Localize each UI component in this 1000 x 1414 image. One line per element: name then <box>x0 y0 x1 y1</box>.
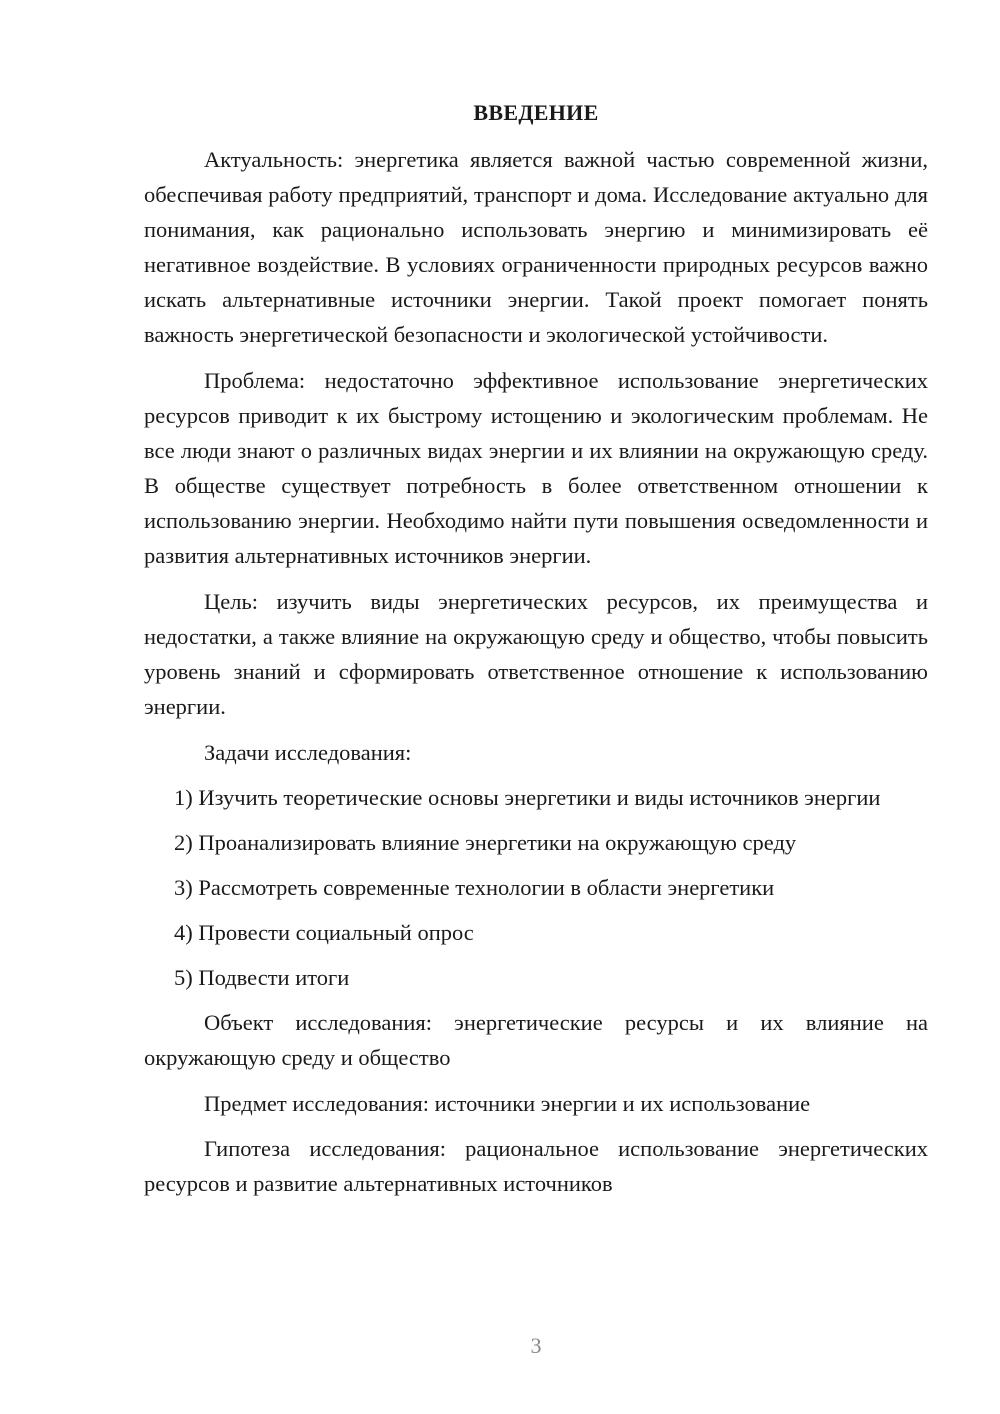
object-paragraph: Объект исследования: энергетические ресурсы и их влияние на окружающую среду и общество <box>144 1010 928 1070</box>
task-item: 5) Подвести итоги <box>174 965 350 990</box>
subject-paragraph: Предмет исследования: источники энергии и их использование <box>204 1091 811 1116</box>
task-item: 1) Изучить теоретические основы энергетики и виды источников энергии <box>174 785 881 810</box>
task-item: 4) Провести социальный опрос <box>174 920 474 945</box>
hypothesis-paragraph: Гипотеза исследования: рациональное использование энергетических ресурсов и развитие альтернативных источников <box>144 1136 928 1196</box>
document-page <box>144 95 928 1212</box>
relevance-paragraph: Актуальность: энергетика является важной частью современной жизни, обеспечивая работу предприятий, транспорт и дома. Исследование актуально для понимания, как рационально использовать энергию и минимизировать её негативное воздействие. В условиях ограниченности природных ресурсов важно искать альтернативные источники энергии. Такой проект помогает понять важность энергетической безопасности и экологической устойчивости. <box>144 147 928 347</box>
problem-paragraph: Проблема: недостаточно эффективное использование энергетических ресурсов приводит к их быстрому истощению и экологическим проблемам. Не все люди знают о различных видах энергии и их влиянии на окружающую среду. В обществе существует потребность в более ответственном отношении к использованию энергии. Необходимо найти пути повышения осведомленности и развития альтернативных источников энергии. <box>144 368 928 568</box>
task-item: 3) Рассмотреть современные технологии в области энергетики <box>174 875 775 900</box>
task-item: 2) Проанализировать влияние энергетики на окружающую среду <box>174 830 797 855</box>
tasks-heading: Задачи исследования: <box>204 740 412 765</box>
section-heading: ВВЕДЕНИЕ <box>473 100 599 125</box>
page-number: 3 <box>530 1333 542 1358</box>
goal-paragraph: Цель: изучить виды энергетических ресурсов, их преимущества и недостатки, а также влияние на окружающую среду и общество, чтобы повысить уровень знаний и сформировать ответственное отношение к использованию энергии. <box>144 589 928 719</box>
